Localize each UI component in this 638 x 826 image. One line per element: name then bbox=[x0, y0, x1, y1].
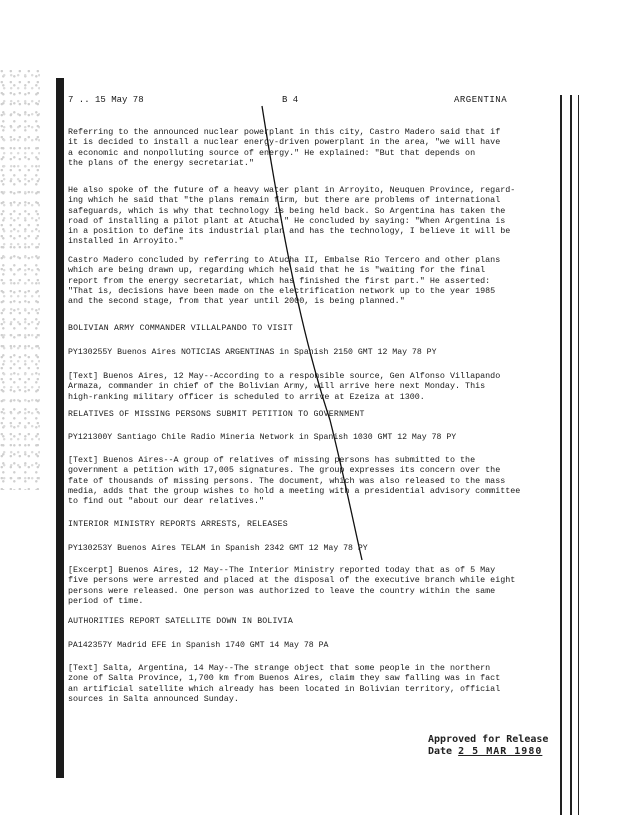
article-source: PY121300Y Santiago Chile Radio Mineria Network in Spanish 1030 GMT 12 May 78 PY bbox=[68, 433, 457, 442]
article-heading: INTERIOR MINISTRY REPORTS ARRESTS, RELEASES bbox=[68, 520, 288, 529]
article-source: PY130253Y Buenos Aires TELAM in Spanish 2342 GMT 12 May 78 PY bbox=[68, 544, 368, 553]
stamp-date-line bbox=[428, 746, 548, 758]
article-body: [Excerpt] Buenos Aires, 12 May--The Interior Ministry reported today that as of 5 May five persons were arrested and placed at the disposal of the executive branch while eight persons were released. One person was authorized to leave the country within the same period of time. bbox=[68, 565, 516, 606]
stamp-date-label: Date bbox=[428, 746, 453, 757]
header-page-number: B 4 bbox=[282, 95, 299, 105]
article-body: [Text] Salta, Argentina, 14 May--The strange object that some people in the northern zone of Salta Province, 1,700 km from Buenos Aires, claim they saw falling was in fact an artificial satellite which already has been located in Bolivian territory, official sources in Salta announced Sunday. bbox=[68, 663, 501, 704]
paragraph: Referring to the announced nuclear powerplant in this city, Castro Madero said that if it is decided to install a nuclear energy-driven powerplant in the area, "we will have a economic and nonpolluting source of energy." He explained: "But that depends on the plans of the energy secretariat." bbox=[68, 127, 501, 168]
article-heading: RELATIVES OF MISSING PERSONS SUBMIT PETITION TO GOVERNMENT bbox=[68, 410, 365, 419]
header-country: ARGENTINA bbox=[454, 95, 508, 105]
paragraph: He also spoke of the future of a heavy water plant in Arroyito, Neuquen Province, regard- ing which he said that "the plans remain firm, but there are problems of international safeguards, which is why that technology is being held back. So Argentina has taken the road of installing a pilot plant at Atucha." He concluded by saying: "When Argentina is in a position to define its industrial plan and has the technology, I believe it will be installed in Arroyito." bbox=[68, 185, 516, 247]
paragraph: Castro Madero concluded by referring to Atucha II, Embalse Rio Tercero and other plans which are being drawn up, regarding which he said that he is "waiting for the final report from the energy secretariat, which has finished the first part." He asserted: "That is, decisions have been made on the electrification network up to the year 1985 and the second stage, from that year until 2000, is being planned." bbox=[68, 255, 501, 307]
article-source: PY130255Y Buenos Aires NOTICIAS ARGENTINAS in Spanish 2150 GMT 12 May 78 PY bbox=[68, 348, 437, 357]
stamp-date-value: 2 5 MAR 1980 bbox=[458, 746, 543, 757]
stamp-approved-line: Approved for Release bbox=[428, 734, 549, 745]
article-heading: AUTHORITIES REPORT SATELLITE DOWN IN BOLIVIA bbox=[68, 617, 293, 626]
article-body: [Text] Buenos Aires, 12 May--According to a responsible source, Gen Alfonso Villapando Armaza, commander in chief of the Bolivian Army, will arrive here next Monday. This high-ranking military officer is scheduled to arrive at Ezeiza at 1300. bbox=[68, 371, 501, 402]
article-body: [Text] Buenos Aires--A group of relatives of missing persons has submitted to the government a petition with 17,005 signatures. The group expresses its concern over the fate of thousands of missing persons. The document, which was also released to the mass media, adds that the group wishes to hold a meeting with a presidential advisory committee to find out "about our dear relatives." bbox=[68, 455, 521, 507]
header-date: 7 .. 15 May 78 bbox=[68, 95, 144, 105]
article-heading: BOLIVIAN ARMY COMMANDER VILLALPANDO TO VISIT bbox=[68, 324, 293, 333]
release-stamp bbox=[428, 734, 548, 758]
article-source: PA142357Y Madrid EFE in Spanish 1740 GMT 14 May 78 PA bbox=[68, 641, 329, 650]
